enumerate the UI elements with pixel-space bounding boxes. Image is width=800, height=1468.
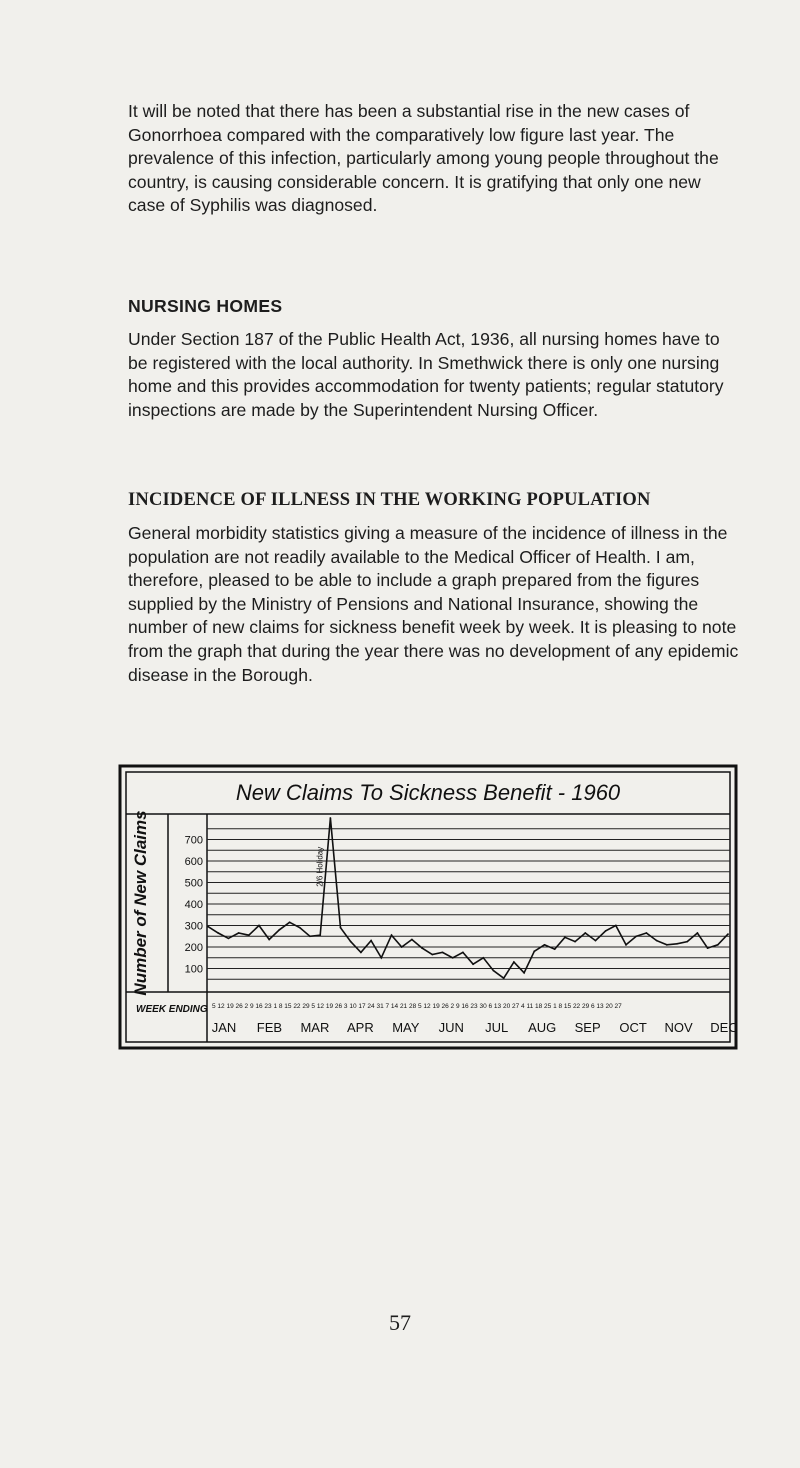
paragraph-gonorrhoea: It will be noted that there has been a substantial rise in the new cases of Gonorrhoea compared with the comparatively low figure last year. The prevalence of this infection, particularly among young people throughout the country, is causing considerable concern. It is gratifying that only one new case of Syphilis was diagnosed.	[128, 101, 719, 216]
series-line-new-claims	[208, 818, 728, 978]
data-point	[227, 938, 229, 940]
y-tick-label: 100	[184, 963, 203, 976]
holiday-annotation: 2/6 Holiday	[315, 846, 325, 887]
data-point	[472, 963, 474, 965]
heading-nursing-homes: NURSING HOMES	[128, 296, 283, 316]
data-point	[676, 943, 678, 945]
data-point	[207, 926, 209, 928]
data-point	[523, 972, 525, 974]
data-point	[442, 951, 444, 953]
data-point	[431, 954, 433, 956]
data-point	[554, 948, 556, 950]
chart-inner-border	[126, 772, 730, 1042]
data-point	[493, 970, 495, 972]
y-tick-label: 400	[184, 899, 203, 911]
data-point	[482, 957, 484, 959]
month-label-jul: JUL	[485, 1020, 509, 1035]
data-point	[278, 929, 280, 931]
data-point	[666, 944, 668, 946]
data-point	[258, 925, 260, 927]
month-label-may: MAY	[392, 1020, 420, 1035]
data-point	[717, 944, 719, 946]
data-point	[513, 961, 515, 963]
y-axis-label: Number of New Claims	[131, 810, 150, 996]
data-point	[401, 946, 403, 948]
month-label-mar: MAR	[300, 1020, 330, 1035]
data-point	[360, 951, 362, 953]
data-point	[574, 941, 576, 943]
data-point	[686, 941, 688, 943]
data-point	[615, 925, 617, 927]
data-point	[248, 934, 250, 936]
month-label-jun: JUN	[438, 1020, 464, 1035]
data-point	[299, 927, 301, 929]
data-point	[391, 934, 393, 936]
data-point	[238, 932, 240, 934]
data-point	[268, 939, 270, 941]
page-number: 57	[389, 1310, 411, 1335]
data-point	[289, 921, 291, 923]
data-point	[340, 927, 342, 929]
sickness-benefit-chart	[116, 762, 740, 1057]
week-date-row: 5 12 19 26 2 9 16 23 1 8 15 22 29 5 12 19 26 3 10 17 24 31 7 14 21 28 5 12 19 26 2 9 16 23 30 6 13 20 27 4 11 18 25 1 8 15 22 29 6 13 20 27	[212, 1003, 622, 1010]
data-point	[411, 939, 413, 941]
y-tick-label: 700	[184, 834, 203, 847]
chart-title: New Claims To Sickness Benefit - 1960	[235, 780, 621, 805]
data-point	[217, 932, 219, 934]
paragraph-nursing-homes: Under Section 187 of the Public Health Act, 1936, all nursing homes have to be registered with the local authority. In Smethwick there is only one nursing home and this provides accommodation for twenty patients; regular statutory inspections are made by the Superintendent Nursing Officer.	[128, 329, 724, 420]
month-label-dec: DEC	[710, 1020, 738, 1035]
data-point	[605, 930, 607, 932]
data-point	[462, 951, 464, 953]
y-tick-label: 300	[184, 920, 203, 933]
data-point	[646, 932, 648, 934]
data-point	[380, 957, 382, 959]
data-point	[707, 947, 709, 949]
x-axis-label: WEEK ENDING	[136, 1004, 208, 1015]
data-point	[350, 941, 352, 943]
data-point	[656, 940, 658, 942]
data-point	[635, 935, 637, 937]
data-point	[309, 935, 311, 937]
data-point	[544, 944, 546, 946]
data-point	[564, 936, 566, 938]
data-point	[595, 940, 597, 942]
month-label-aug: AUG	[528, 1020, 557, 1035]
data-point	[727, 933, 729, 935]
data-point	[697, 932, 699, 934]
chart-svg	[116, 762, 740, 1052]
y-tick-label: 200	[184, 942, 203, 954]
month-label-apr: APR	[346, 1020, 374, 1035]
heading-incidence-of-illness: INCIDENCE OF ILLNESS IN THE WORKING POPULATION	[128, 490, 651, 510]
month-label-oct: OCT	[619, 1020, 647, 1035]
paragraph-incidence-of-illness: General morbidity statistics giving a measure of the incidence of illness in the population are not readily available to the Medical Officer of Health. I am, therefore, pleased to be able to include a graph prepared from the figures supplied by the Ministry of Pensions and National Insurance, showing the number of new claims for sickness benefit week by week. It is pleasing to note from the graph that during the year there was no development of any epidemic disease in the Borough.	[128, 523, 739, 685]
month-label-nov: NOV	[664, 1020, 693, 1035]
data-point	[329, 817, 331, 819]
data-point	[370, 940, 372, 942]
data-point	[533, 950, 535, 952]
data-point	[421, 947, 423, 949]
month-label-jan: JAN	[211, 1020, 237, 1035]
data-point	[625, 944, 627, 946]
month-label-sep: SEP	[574, 1020, 601, 1035]
data-point	[452, 957, 454, 959]
data-point	[319, 934, 321, 936]
month-label-feb: FEB	[256, 1020, 283, 1035]
data-point	[584, 932, 586, 934]
data-point	[503, 977, 505, 979]
y-tick-label: 500	[184, 877, 203, 890]
y-tick-label: 600	[184, 856, 203, 868]
